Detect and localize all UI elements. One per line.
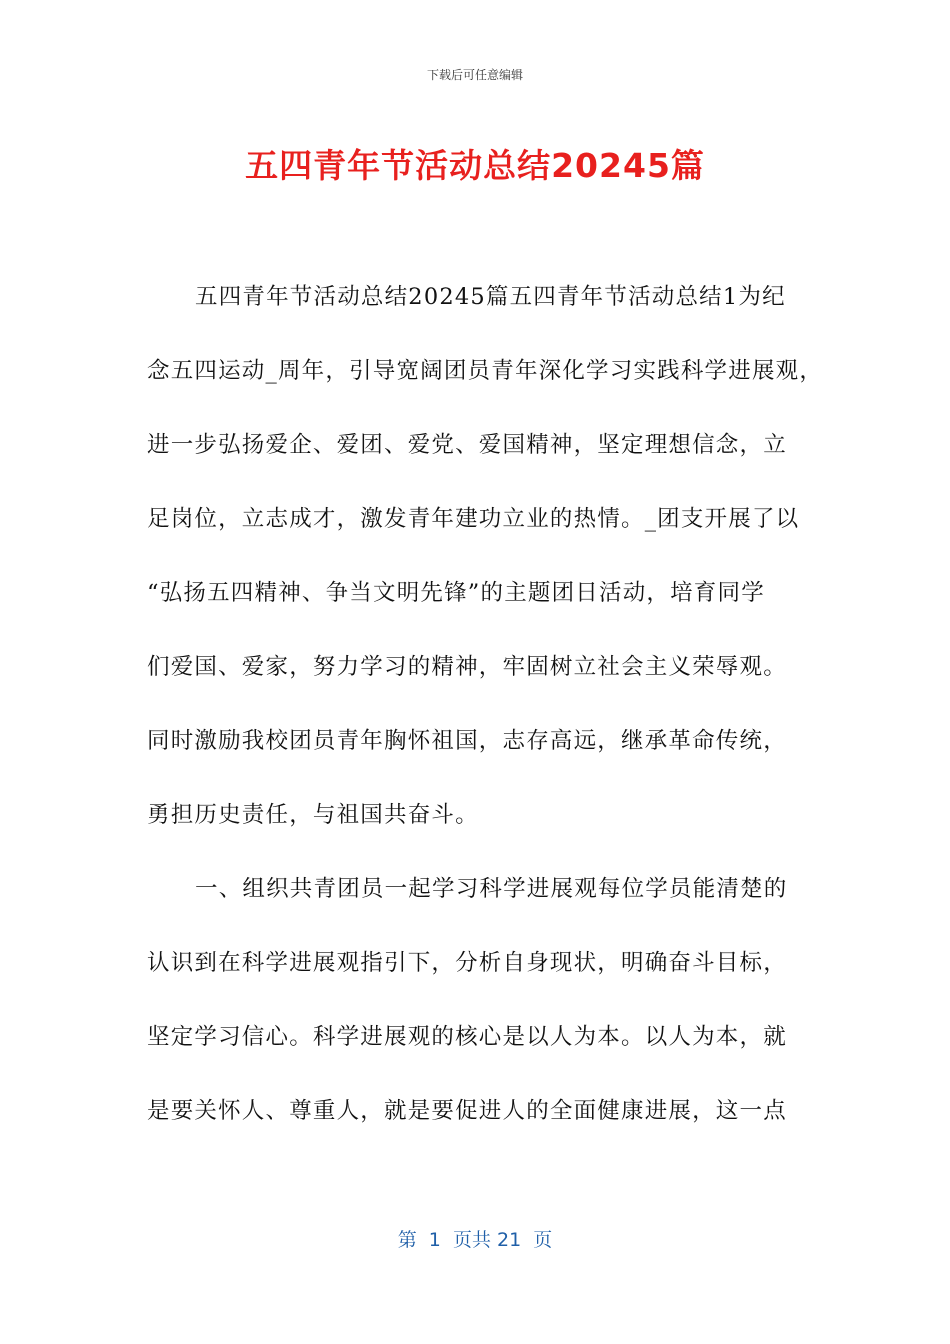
paragraph-line: 足岗位，立志成才，激发青年建功立业的热情。_团支开展了以: [147, 506, 800, 532]
paragraph-line: 坚定学习信心。科学进展观的核心是以人为本。以人为本，就: [147, 1024, 787, 1050]
paragraph-line: “弘扬五四精神、争当文明先锋”的主题团日活动，培育同学: [147, 580, 765, 606]
paragraph-line: 们爱国、爱家，努力学习的精神，牢固树立社会主义荣辱观。: [147, 654, 787, 680]
paragraph-line: 念五四运动_周年，引导宽阔团员青年深化学习实践科学进展观，: [147, 358, 824, 384]
paragraph-line: 一、组织共青团员一起学习科学进展观每位学员能清楚的: [195, 876, 788, 902]
paragraph-line: 是要关怀人、尊重人，就是要促进人的全面健康进展，这一点: [147, 1098, 787, 1124]
paragraph-line: 进一步弘扬爱企、爱团、爱党、爱国精神，坚定理想信念，立: [147, 432, 787, 458]
paragraph-line: 认识到在科学进展观指引下，分析自身现状，明确奋斗目标，: [147, 950, 787, 976]
paragraph-line: 同时激励我校团员青年胸怀祖国，志存高远，继承革命传统，: [147, 728, 787, 754]
document-title: 五四青年节活动总结20245篇: [245, 146, 705, 185]
page-footer: 第 1 页共 21 页: [397, 1229, 553, 1251]
paragraph-line: 勇担历史责任，与祖国共奋斗。: [147, 802, 479, 828]
header-note: 下载后可任意编辑: [426, 68, 523, 82]
paragraph-line: 五四青年节活动总结20245篇五四青年节活动总结1为纪: [195, 284, 786, 310]
